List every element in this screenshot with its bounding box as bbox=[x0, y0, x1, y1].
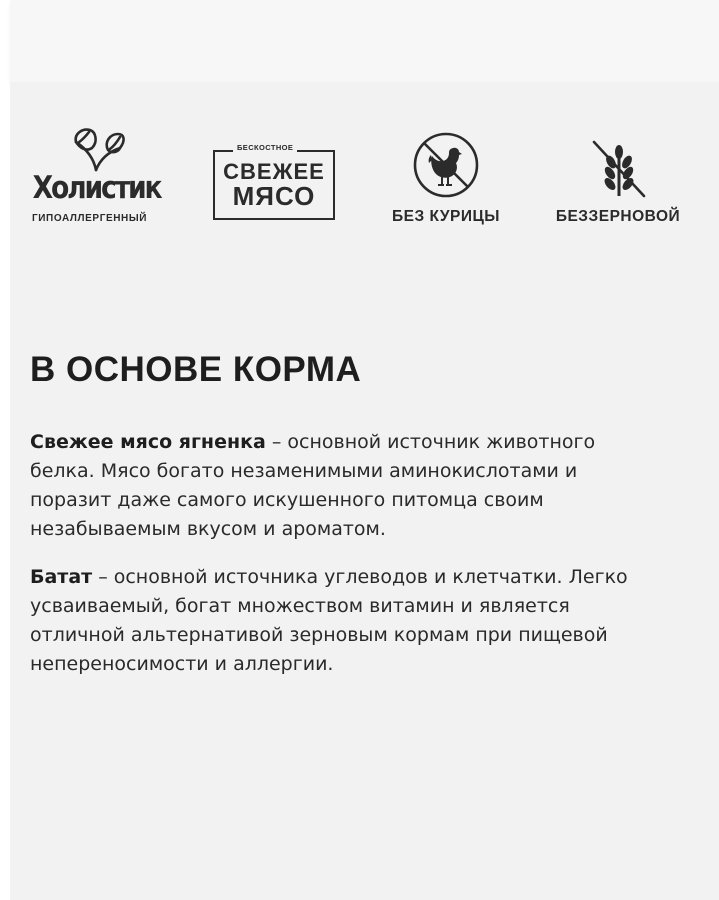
holistic-title: Холистик bbox=[32, 170, 161, 206]
section-title: В ОСНОВЕ КОРМА bbox=[30, 350, 362, 389]
paragraph-batat-bold: Батат bbox=[30, 566, 93, 588]
paragraph-lamb bbox=[30, 428, 640, 544]
paragraph-batat bbox=[30, 563, 640, 679]
holistic-subtitle: ГИПОАЛЛЕРГЕННЫЙ bbox=[32, 213, 148, 224]
paragraph-lamb-text: – основной источник животного белка. Мясо богато незаменимыми аминокислотами и поразит даже самого искушенного питомца своим незабываемым вкусом и ароматом. bbox=[30, 431, 596, 540]
grain-free-label: БЕЗЗЕРНОВОЙ bbox=[555, 208, 681, 225]
badge-fresh-meat bbox=[213, 144, 335, 236]
fresh-meat-top: БЕСКОСТНОЕ bbox=[233, 143, 297, 152]
paragraph-batat-text: – основной источника углеводов и клетчатки. Легко усваиваемый, богат множеством витамин и является отличной альтернативой зерновым кормам при пищевой непереносимости и аллергии. bbox=[30, 566, 628, 675]
no-chicken-icon bbox=[411, 130, 481, 200]
paragraph-lamb-bold: Свежее мясо ягненка bbox=[30, 431, 266, 453]
no-chicken-label: БЕЗ КУРИЦЫ bbox=[392, 208, 500, 225]
fresh-meat-line2: МЯСО bbox=[232, 181, 316, 211]
grain-free-icon bbox=[590, 138, 648, 200]
leaf-icon bbox=[70, 126, 130, 172]
feature-badges bbox=[0, 126, 719, 236]
top-band bbox=[10, 0, 719, 82]
fresh-meat-line1: СВЕЖЕЕ bbox=[223, 159, 325, 184]
